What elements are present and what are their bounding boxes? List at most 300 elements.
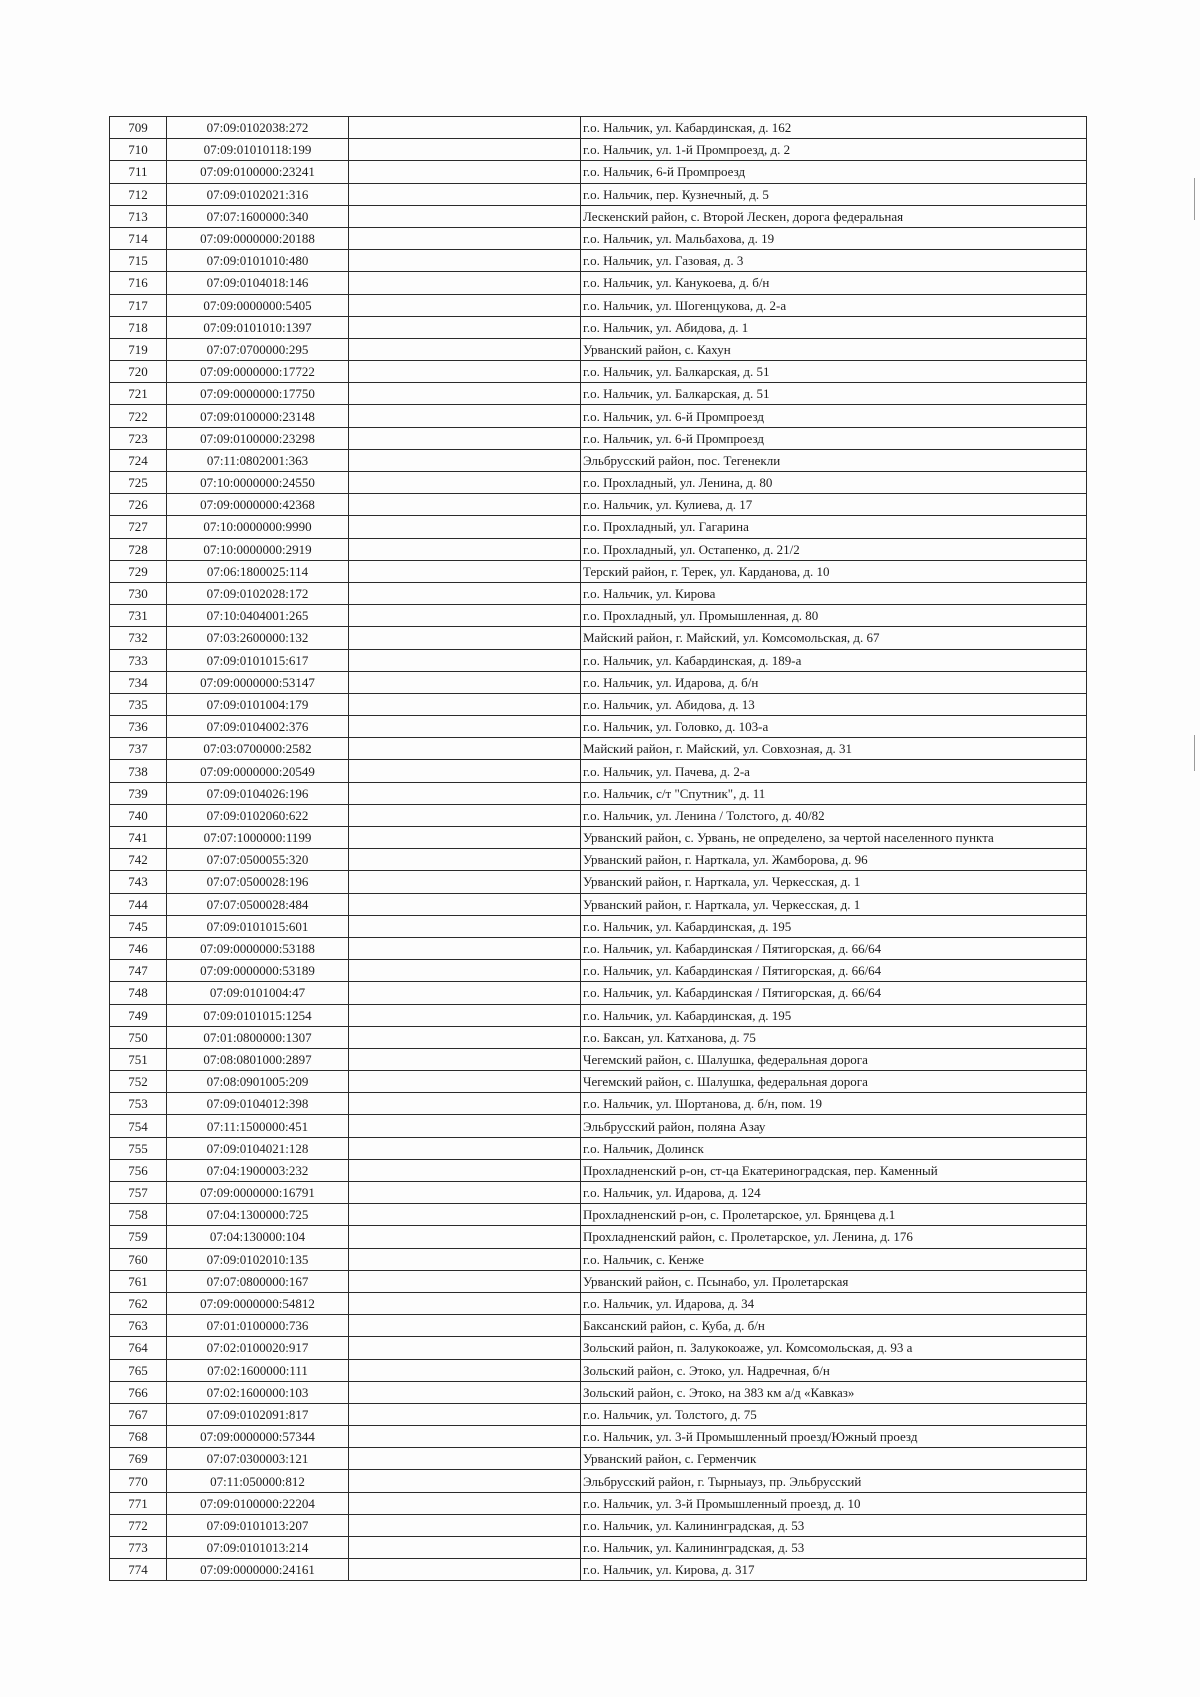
cadastral-number-cell: 07:09:0101015:601	[167, 915, 349, 937]
cadastral-number-cell: 07:09:0000000:57344	[167, 1426, 349, 1448]
address-cell: г.о. Нальчик, ул. Пачева, д. 2-а	[581, 760, 1087, 782]
empty-cell	[349, 937, 581, 959]
table-row	[110, 227, 1087, 249]
row-number-cell: 738	[110, 760, 167, 782]
address-cell: г.о. Нальчик, ул. Шогенцукова, д. 2-а	[581, 294, 1087, 316]
property-registry-table	[109, 116, 1087, 1581]
row-number-cell: 725	[110, 472, 167, 494]
cadastral-number-cell: 07:06:1800025:114	[167, 560, 349, 582]
table-row	[110, 871, 1087, 893]
cadastral-number-cell: 07:09:0000000:53147	[167, 671, 349, 693]
address-cell: г.о. Нальчик, ул. Идарова, д. б/н	[581, 671, 1087, 693]
cadastral-number-cell: 07:07:0500028:196	[167, 871, 349, 893]
row-number-cell: 718	[110, 316, 167, 338]
empty-cell	[349, 405, 581, 427]
empty-cell	[349, 671, 581, 693]
row-number-cell: 760	[110, 1248, 167, 1270]
empty-cell	[349, 1426, 581, 1448]
table-row	[110, 383, 1087, 405]
table-row	[110, 1470, 1087, 1492]
cadastral-number-cell: 07:02:0100020:917	[167, 1337, 349, 1359]
cadastral-number-cell: 07:07:0500055:320	[167, 849, 349, 871]
row-number-cell: 747	[110, 960, 167, 982]
row-number-cell: 711	[110, 161, 167, 183]
table-row	[110, 250, 1087, 272]
cadastral-number-cell: 07:09:0000000:5405	[167, 294, 349, 316]
row-number-cell: 771	[110, 1492, 167, 1514]
empty-cell	[349, 316, 581, 338]
table-row	[110, 449, 1087, 471]
cadastral-number-cell: 07:09:0102021:316	[167, 183, 349, 205]
cadastral-number-cell: 07:07:1000000:1199	[167, 827, 349, 849]
row-number-cell: 720	[110, 361, 167, 383]
empty-cell	[349, 1448, 581, 1470]
row-number-cell: 769	[110, 1448, 167, 1470]
empty-cell	[349, 1226, 581, 1248]
address-cell: Чегемский район, с. Шалушка, федеральная дорога	[581, 1071, 1087, 1093]
scan-edge-mark-top	[1194, 178, 1195, 220]
table-row	[110, 1048, 1087, 1070]
empty-cell	[349, 361, 581, 383]
empty-cell	[349, 716, 581, 738]
address-cell: Урванский район, г. Нарткала, ул. Черкесская, д. 1	[581, 871, 1087, 893]
row-number-cell: 765	[110, 1359, 167, 1381]
address-cell: г.о. Нальчик, ул. Кабардинская, д. 195	[581, 915, 1087, 937]
empty-cell	[349, 1315, 581, 1337]
empty-cell	[349, 472, 581, 494]
empty-cell	[349, 1093, 581, 1115]
cadastral-number-cell: 07:09:0100000:23148	[167, 405, 349, 427]
cadastral-number-cell: 07:09:0104012:398	[167, 1093, 349, 1115]
empty-cell	[349, 1137, 581, 1159]
table-row	[110, 915, 1087, 937]
table-row	[110, 1270, 1087, 1292]
empty-cell	[349, 183, 581, 205]
row-number-cell: 752	[110, 1071, 167, 1093]
table-row	[110, 361, 1087, 383]
address-cell: г.о. Прохладный, ул. Промышленная, д. 80	[581, 605, 1087, 627]
table-row	[110, 538, 1087, 560]
empty-cell	[349, 960, 581, 982]
row-number-cell: 742	[110, 849, 167, 871]
table-row	[110, 1337, 1087, 1359]
empty-cell	[349, 161, 581, 183]
cadastral-number-cell: 07:09:0100000:23298	[167, 427, 349, 449]
row-number-cell: 709	[110, 117, 167, 139]
cadastral-number-cell: 07:09:0000000:20549	[167, 760, 349, 782]
row-number-cell: 717	[110, 294, 167, 316]
empty-cell	[349, 605, 581, 627]
address-cell: г.о. Нальчик, ул. Кабардинская / Пятигорская, д. 66/64	[581, 960, 1087, 982]
row-number-cell: 748	[110, 982, 167, 1004]
row-number-cell: 757	[110, 1182, 167, 1204]
cadastral-number-cell: 07:09:0104021:128	[167, 1137, 349, 1159]
address-cell: г.о. Нальчик, ул. Шортанова, д. б/н, пом. 19	[581, 1093, 1087, 1115]
cadastral-number-cell: 07:09:0104002:376	[167, 716, 349, 738]
empty-cell	[349, 1292, 581, 1314]
empty-cell	[349, 1359, 581, 1381]
cadastral-number-cell: 07:09:0102091:817	[167, 1403, 349, 1425]
table-row	[110, 1292, 1087, 1314]
row-number-cell: 733	[110, 649, 167, 671]
table-row	[110, 560, 1087, 582]
cadastral-number-cell: 07:02:1600000:103	[167, 1381, 349, 1403]
empty-cell	[349, 338, 581, 360]
table-row	[110, 338, 1087, 360]
address-cell: г.о. Нальчик, ул. 3-й Промышленный проезд, д. 10	[581, 1492, 1087, 1514]
cadastral-number-cell: 07:09:0104018:146	[167, 272, 349, 294]
cadastral-number-cell: 07:10:0000000:24550	[167, 472, 349, 494]
table-row	[110, 1004, 1087, 1026]
table-row	[110, 671, 1087, 693]
row-number-cell: 739	[110, 782, 167, 804]
table-row	[110, 693, 1087, 715]
address-cell: г.о. Прохладный, ул. Остапенко, д. 21/2	[581, 538, 1087, 560]
address-cell: г.о. Нальчик, ул. Кабардинская, д. 195	[581, 1004, 1087, 1026]
cadastral-number-cell: 07:09:0102060:622	[167, 804, 349, 826]
cadastral-number-cell: 07:09:0000000:16791	[167, 1182, 349, 1204]
table-row	[110, 1226, 1087, 1248]
table-row	[110, 804, 1087, 826]
cadastral-number-cell: 07:08:0801000:2897	[167, 1048, 349, 1070]
empty-cell	[349, 427, 581, 449]
table-row	[110, 472, 1087, 494]
empty-cell	[349, 849, 581, 871]
cadastral-number-cell: 07:09:0000000:53189	[167, 960, 349, 982]
row-number-cell: 766	[110, 1381, 167, 1403]
row-number-cell: 762	[110, 1292, 167, 1314]
cadastral-number-cell: 07:09:0104026:196	[167, 782, 349, 804]
table-row	[110, 1448, 1087, 1470]
cadastral-number-cell: 07:09:0101015:1254	[167, 1004, 349, 1026]
table-row	[110, 1248, 1087, 1270]
cadastral-number-cell: 07:09:0100000:22204	[167, 1492, 349, 1514]
row-number-cell: 745	[110, 915, 167, 937]
cadastral-number-cell: 07:09:0102028:172	[167, 582, 349, 604]
address-cell: г.о. Нальчик, ул. Идарова, д. 124	[581, 1182, 1087, 1204]
cadastral-number-cell: 07:11:1500000:451	[167, 1115, 349, 1137]
row-number-cell: 764	[110, 1337, 167, 1359]
empty-cell	[349, 1514, 581, 1536]
table-row	[110, 649, 1087, 671]
table-row	[110, 1559, 1087, 1581]
cadastral-number-cell: 07:01:0800000:1307	[167, 1026, 349, 1048]
address-cell: г.о. Нальчик, ул. Балкарская, д. 51	[581, 361, 1087, 383]
table-row	[110, 1026, 1087, 1048]
address-cell: Урванский район, с. Кахун	[581, 338, 1087, 360]
cadastral-number-cell: 07:09:0102038:272	[167, 117, 349, 139]
table-row	[110, 405, 1087, 427]
table-row	[110, 849, 1087, 871]
cadastral-number-cell: 07:07:0300003:121	[167, 1448, 349, 1470]
row-number-cell: 719	[110, 338, 167, 360]
row-number-cell: 750	[110, 1026, 167, 1048]
row-number-cell: 768	[110, 1426, 167, 1448]
table-row	[110, 627, 1087, 649]
table-row	[110, 605, 1087, 627]
empty-cell	[349, 139, 581, 161]
row-number-cell: 763	[110, 1315, 167, 1337]
row-number-cell: 712	[110, 183, 167, 205]
row-number-cell: 726	[110, 494, 167, 516]
empty-cell	[349, 1115, 581, 1137]
table-row	[110, 716, 1087, 738]
cadastral-number-cell: 07:09:0101004:47	[167, 982, 349, 1004]
cadastral-number-cell: 07:01:0100000:736	[167, 1315, 349, 1337]
empty-cell	[349, 1026, 581, 1048]
row-number-cell: 737	[110, 738, 167, 760]
cadastral-number-cell: 07:09:0101013:207	[167, 1514, 349, 1536]
address-cell: Эльбрусский район, поляна Азау	[581, 1115, 1087, 1137]
empty-cell	[349, 117, 581, 139]
row-number-cell: 753	[110, 1093, 167, 1115]
address-cell: г.о. Нальчик, Долинск	[581, 1137, 1087, 1159]
cadastral-number-cell: 07:09:0000000:17750	[167, 383, 349, 405]
row-number-cell: 721	[110, 383, 167, 405]
cadastral-number-cell: 07:11:0802001:363	[167, 449, 349, 471]
address-cell: Прохладненский р-он, ст-ца Екатериноградская, пер. Каменный	[581, 1159, 1087, 1181]
cadastral-number-cell: 07:04:130000:104	[167, 1226, 349, 1248]
table-row	[110, 1093, 1087, 1115]
cadastral-number-cell: 07:09:0100000:23241	[167, 161, 349, 183]
table-row	[110, 294, 1087, 316]
table-row	[110, 316, 1087, 338]
address-cell: г.о. Нальчик, ул. Балкарская, д. 51	[581, 383, 1087, 405]
table-row	[110, 582, 1087, 604]
address-cell: г.о. Нальчик, ул. Канукоева, д. б/н	[581, 272, 1087, 294]
empty-cell	[349, 1248, 581, 1270]
row-number-cell: 714	[110, 227, 167, 249]
empty-cell	[349, 893, 581, 915]
address-cell: Майский район, г. Майский, ул. Комсомольская, д. 67	[581, 627, 1087, 649]
table-row	[110, 1492, 1087, 1514]
cadastral-number-cell: 07:09:0000000:24161	[167, 1559, 349, 1581]
cadastral-number-cell: 07:04:1900003:232	[167, 1159, 349, 1181]
address-cell: г.о. Нальчик, ул. Кирова, д. 317	[581, 1559, 1087, 1581]
address-cell: г.о. Нальчик, ул. Абидова, д. 13	[581, 693, 1087, 715]
table-row	[110, 782, 1087, 804]
cadastral-number-cell: 07:09:0101015:617	[167, 649, 349, 671]
empty-cell	[349, 1159, 581, 1181]
row-number-cell: 767	[110, 1403, 167, 1425]
row-number-cell: 735	[110, 693, 167, 715]
cadastral-number-cell: 07:09:0000000:20188	[167, 227, 349, 249]
address-cell: г.о. Нальчик, ул. Кирова	[581, 582, 1087, 604]
table-row	[110, 205, 1087, 227]
address-cell: г.о. Прохладный, ул. Ленина, д. 80	[581, 472, 1087, 494]
registry-table-body	[110, 117, 1087, 1581]
table-row	[110, 139, 1087, 161]
empty-cell	[349, 538, 581, 560]
table-row	[110, 1381, 1087, 1403]
cadastral-number-cell: 07:09:0101010:1397	[167, 316, 349, 338]
row-number-cell: 722	[110, 405, 167, 427]
address-cell: Чегемский район, с. Шалушка, федеральная дорога	[581, 1048, 1087, 1070]
table-row	[110, 1137, 1087, 1159]
empty-cell	[349, 1381, 581, 1403]
address-cell: Зольский район, с. Этоко, ул. Надречная, б/н	[581, 1359, 1087, 1381]
row-number-cell: 736	[110, 716, 167, 738]
row-number-cell: 729	[110, 560, 167, 582]
empty-cell	[349, 804, 581, 826]
row-number-cell: 741	[110, 827, 167, 849]
address-cell: Урванский район, с. Урвань, не определено, за чертой населенного пункта	[581, 827, 1087, 849]
cadastral-number-cell: 07:10:0404001:265	[167, 605, 349, 627]
row-number-cell: 759	[110, 1226, 167, 1248]
cadastral-number-cell: 07:09:0101013:214	[167, 1537, 349, 1559]
empty-cell	[349, 1004, 581, 1026]
address-cell: Урванский район, г. Нарткала, ул. Черкесская, д. 1	[581, 893, 1087, 915]
row-number-cell: 755	[110, 1137, 167, 1159]
table-row	[110, 516, 1087, 538]
cadastral-number-cell: 07:09:0102010:135	[167, 1248, 349, 1270]
address-cell: Эльбрусский район, г. Тырныауз, пр. Эльбрусский	[581, 1470, 1087, 1492]
cadastral-number-cell: 07:08:0901005:209	[167, 1071, 349, 1093]
empty-cell	[349, 1048, 581, 1070]
empty-cell	[349, 449, 581, 471]
address-cell: Лескенский район, с. Второй Лескен, дорога федеральная	[581, 205, 1087, 227]
row-number-cell: 756	[110, 1159, 167, 1181]
empty-cell	[349, 1537, 581, 1559]
table-row	[110, 494, 1087, 516]
address-cell: г.о. Нальчик, ул. Мальбахова, д. 19	[581, 227, 1087, 249]
empty-cell	[349, 582, 581, 604]
address-cell: г.о. Нальчик, 6-й Промпроезд	[581, 161, 1087, 183]
address-cell: г.о. Нальчик, ул. Толстого, д. 75	[581, 1403, 1087, 1425]
table-row	[110, 183, 1087, 205]
address-cell: г.о. Нальчик, ул. Абидова, д. 1	[581, 316, 1087, 338]
cadastral-number-cell: 07:07:1600000:340	[167, 205, 349, 227]
empty-cell	[349, 827, 581, 849]
table-row	[110, 738, 1087, 760]
empty-cell	[349, 649, 581, 671]
row-number-cell: 772	[110, 1514, 167, 1536]
cadastral-number-cell: 07:09:01010118:199	[167, 139, 349, 161]
empty-cell	[349, 1270, 581, 1292]
cadastral-number-cell: 07:09:0000000:54812	[167, 1292, 349, 1314]
address-cell: Зольский район, с. Этоко, на 383 км а/д «Кавказ»	[581, 1381, 1087, 1403]
cadastral-number-cell: 07:11:050000:812	[167, 1470, 349, 1492]
empty-cell	[349, 871, 581, 893]
row-number-cell: 751	[110, 1048, 167, 1070]
empty-cell	[349, 250, 581, 272]
row-number-cell: 734	[110, 671, 167, 693]
address-cell: г.о. Прохладный, ул. Гагарина	[581, 516, 1087, 538]
row-number-cell: 730	[110, 582, 167, 604]
address-cell: Прохладненский р-он, с. Пролетарское, ул. Брянцева д.1	[581, 1204, 1087, 1226]
row-number-cell: 749	[110, 1004, 167, 1026]
address-cell: г.о. Нальчик, с/т "Спутник", д. 11	[581, 782, 1087, 804]
row-number-cell: 732	[110, 627, 167, 649]
cadastral-number-cell: 07:07:0500028:484	[167, 893, 349, 915]
row-number-cell: 710	[110, 139, 167, 161]
table-row	[110, 937, 1087, 959]
table-row	[110, 1115, 1087, 1137]
empty-cell	[349, 1403, 581, 1425]
cadastral-number-cell: 07:02:1600000:111	[167, 1359, 349, 1381]
row-number-cell: 774	[110, 1559, 167, 1581]
empty-cell	[349, 227, 581, 249]
empty-cell	[349, 760, 581, 782]
row-number-cell: 758	[110, 1204, 167, 1226]
row-number-cell: 728	[110, 538, 167, 560]
row-number-cell: 740	[110, 804, 167, 826]
empty-cell	[349, 383, 581, 405]
address-cell: Эльбрусский район, пос. Тегенекли	[581, 449, 1087, 471]
table-row	[110, 1359, 1087, 1381]
table-row	[110, 893, 1087, 915]
address-cell: г.о. Нальчик, ул. Газовая, д. 3	[581, 250, 1087, 272]
address-cell: Урванский район, г. Нарткала, ул. Жамборова, д. 96	[581, 849, 1087, 871]
row-number-cell: 716	[110, 272, 167, 294]
address-cell: г.о. Нальчик, ул. Кабардинская, д. 189-а	[581, 649, 1087, 671]
cadastral-number-cell: 07:09:0101010:480	[167, 250, 349, 272]
address-cell: Терский район, г. Терек, ул. Карданова, д. 10	[581, 560, 1087, 582]
table-row	[110, 1182, 1087, 1204]
address-cell: г.о. Нальчик, ул. Головко, д. 103-а	[581, 716, 1087, 738]
table-row	[110, 960, 1087, 982]
row-number-cell: 773	[110, 1537, 167, 1559]
cadastral-number-cell: 07:09:0000000:53188	[167, 937, 349, 959]
row-number-cell: 715	[110, 250, 167, 272]
empty-cell	[349, 1071, 581, 1093]
table-row	[110, 1159, 1087, 1181]
table-row	[110, 161, 1087, 183]
address-cell: Зольский район, п. Залукокоаже, ул. Комсомольская, д. 93 а	[581, 1337, 1087, 1359]
address-cell: г.о. Нальчик, ул. Идарова, д. 34	[581, 1292, 1087, 1314]
address-cell: г.о. Нальчик, ул. Калининградская, д. 53	[581, 1514, 1087, 1536]
address-cell: г.о. Нальчик, ул. 1-й Промпроезд, д. 2	[581, 139, 1087, 161]
row-number-cell: 746	[110, 937, 167, 959]
empty-cell	[349, 205, 581, 227]
table-row	[110, 1403, 1087, 1425]
address-cell: Баксанский район, с. Куба, д. б/н	[581, 1315, 1087, 1337]
table-row	[110, 1204, 1087, 1226]
address-cell: Урванский район, с. Герменчик	[581, 1448, 1087, 1470]
empty-cell	[349, 1470, 581, 1492]
table-row	[110, 117, 1087, 139]
empty-cell	[349, 627, 581, 649]
empty-cell	[349, 294, 581, 316]
row-number-cell: 724	[110, 449, 167, 471]
table-row	[110, 827, 1087, 849]
empty-cell	[349, 272, 581, 294]
table-row	[110, 272, 1087, 294]
row-number-cell: 723	[110, 427, 167, 449]
cadastral-number-cell: 07:09:0000000:17722	[167, 361, 349, 383]
cadastral-number-cell: 07:09:0000000:42368	[167, 494, 349, 516]
table-row	[110, 1514, 1087, 1536]
address-cell: г.о. Нальчик, ул. Ленина / Толстого, д. 40/82	[581, 804, 1087, 826]
row-number-cell: 713	[110, 205, 167, 227]
address-cell: г.о. Нальчик, ул. 3-й Промышленный проезд/Южный проезд	[581, 1426, 1087, 1448]
cadastral-number-cell: 07:03:2600000:132	[167, 627, 349, 649]
address-cell: г.о. Нальчик, ул. Кабардинская / Пятигорская, д. 66/64	[581, 937, 1087, 959]
address-cell: г.о. Нальчик, пер. Кузнечный, д. 5	[581, 183, 1087, 205]
empty-cell	[349, 693, 581, 715]
row-number-cell: 754	[110, 1115, 167, 1137]
table-row	[110, 760, 1087, 782]
empty-cell	[349, 738, 581, 760]
empty-cell	[349, 1492, 581, 1514]
empty-cell	[349, 915, 581, 937]
cadastral-number-cell: 07:07:0800000:167	[167, 1270, 349, 1292]
row-number-cell: 770	[110, 1470, 167, 1492]
table-row	[110, 1426, 1087, 1448]
address-cell: г.о. Нальчик, ул. Кулиева, д. 17	[581, 494, 1087, 516]
empty-cell	[349, 1337, 581, 1359]
cadastral-number-cell: 07:09:0101004:179	[167, 693, 349, 715]
